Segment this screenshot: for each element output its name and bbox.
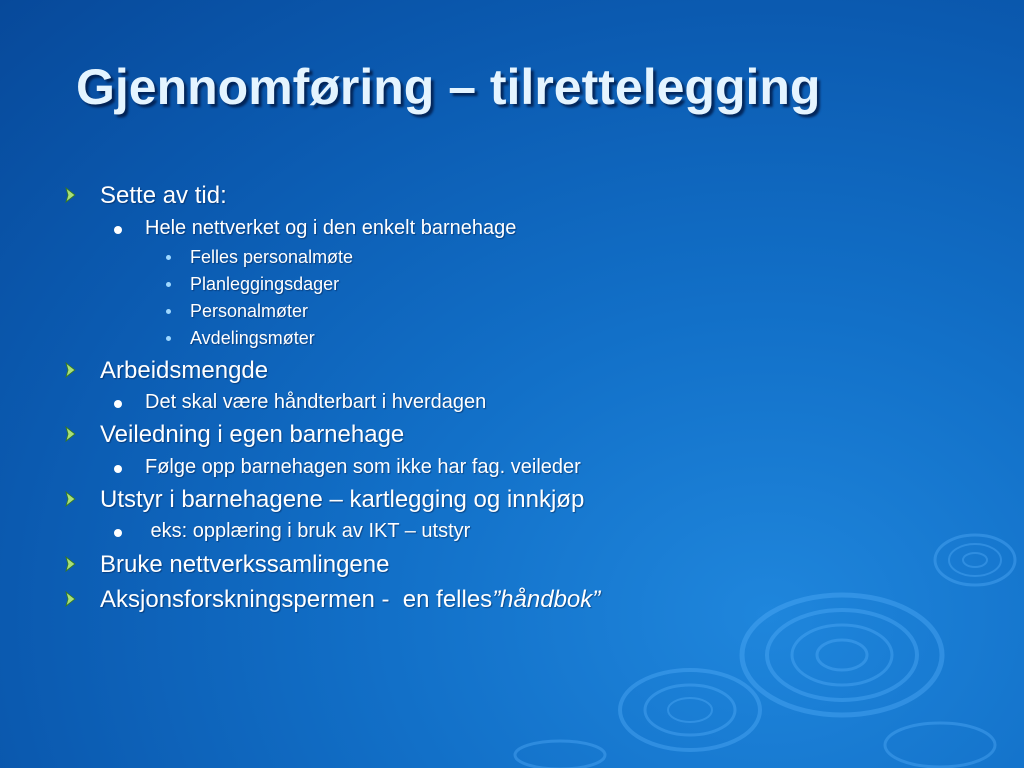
dot-bullet-icon [114, 529, 122, 537]
small-dot-bullet-icon [166, 309, 171, 314]
dot-bullet-icon [114, 226, 122, 234]
list-item-text: eks: opplæring i bruk av IKT – utstyr [145, 520, 471, 542]
list-item-text: Bruke nettverkssamlingene [100, 551, 390, 578]
list-item-text: Sette av tid: [100, 182, 227, 209]
arrow-bullet-icon [64, 425, 78, 443]
slide-title: Gjennomføring – tilrettelegging [76, 59, 821, 115]
small-dot-bullet-icon [166, 282, 171, 287]
list-item-text: Avdelingsmøter [190, 328, 315, 348]
list-item-text: Hele nettverket og i den enkelt barnehage [145, 217, 517, 239]
list-item-text: Planleggingsdager [190, 274, 340, 294]
list-item-text: Arbeidsmengde [100, 357, 269, 384]
small-dot-bullet-icon [166, 255, 171, 260]
list-item-text: Det skal være håndterbart i hverdagen [145, 391, 487, 413]
arrow-bullet-icon [64, 490, 78, 508]
arrow-bullet-icon [64, 361, 78, 379]
list-item-italic-text: ”håndbok” [492, 586, 601, 613]
arrow-bullet-icon [64, 590, 78, 608]
list-item-text: Veiledning i egen barnehage [100, 421, 405, 448]
arrow-bullet-icon [64, 186, 78, 204]
list-item-text: Utstyr i barnehagene – kartlegging og innkjøp [100, 486, 585, 513]
small-dot-bullet-icon [166, 336, 171, 341]
list-item-text-wrapper [100, 586, 600, 614]
dot-bullet-icon [114, 465, 122, 473]
arrow-bullet-icon [64, 555, 78, 573]
list-item-text: Felles personalmøte [190, 247, 354, 267]
list-item-text: Aksjonsforskningspermen - en felles [100, 586, 493, 613]
list-item-text: Personalmøter [190, 301, 309, 321]
list-item-text: Følge opp barnehagen som ikke har fag. veileder [145, 456, 581, 478]
dot-bullet-icon [114, 400, 122, 408]
